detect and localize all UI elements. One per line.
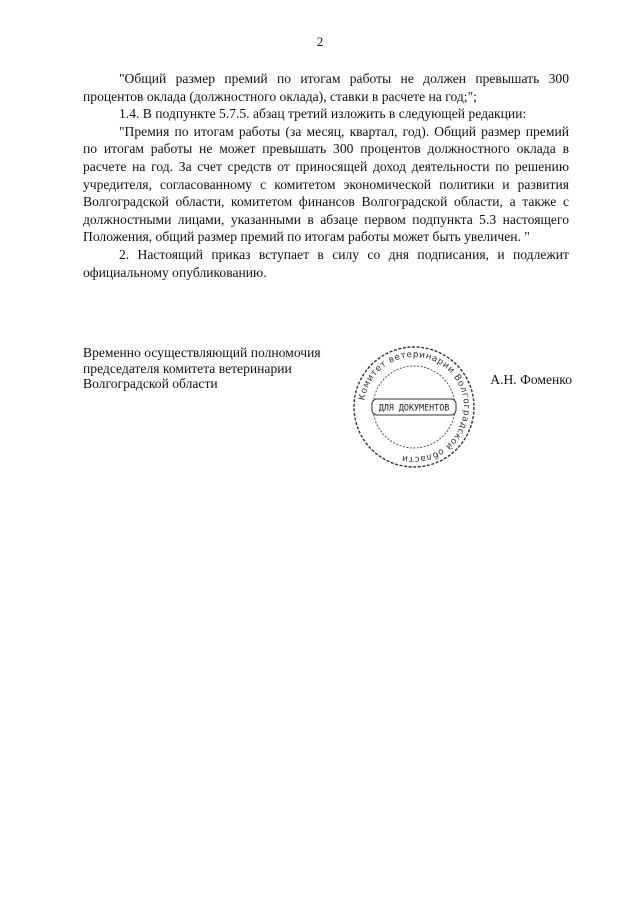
paragraph-3: "Премия по итогам работы (за месяц, квартал, год). Общий размер премий по итогам работы не может превышать 300 процентов должностного оклада в расчете на год. За счет средств от приносящей доход деятельности по решению учредителя, согласованному с комитетом экономической политики и развития Волгоградской области, комитетом финансов Волгоградской области, а также с должностными лицами, указанными в абзаце первом подпункта 5.3 настоящего Положения, общий размер премий по итогам работы может быть увеличен. " bbox=[83, 123, 569, 245]
document-body bbox=[83, 70, 569, 281]
signature-line-1: Временно осуществляющий полномочия bbox=[83, 345, 321, 360]
paragraph-1: "Общий размер премий по итогам работы не должен превышать 300 процентов оклада (должностного оклада), ставки в расчете на год;"; bbox=[83, 71, 569, 104]
signature-line-2: председателя комитета ветеринарии bbox=[83, 360, 292, 376]
signature-line-3: Волгоградской области bbox=[83, 376, 218, 391]
page-number: 2 bbox=[316, 34, 324, 49]
stamp-center-text: ДЛЯ ДОКУМЕНТОВ bbox=[378, 402, 450, 413]
official-stamp bbox=[352, 345, 476, 469]
signature-position bbox=[83, 345, 363, 392]
paragraph-4: 2. Настоящий приказ вступает в силу со дня подписания, и подлежит официальному опубликованию. bbox=[83, 246, 569, 280]
stamp-ring-text: Комитет ветеринарии Волгоградской области bbox=[357, 349, 472, 465]
paragraph-2: 1.4. В подпункте 5.7.5. абзац третий изложить в следующей редакции: bbox=[119, 106, 527, 122]
signatory-name: А.Н. Фоменко bbox=[490, 372, 572, 387]
